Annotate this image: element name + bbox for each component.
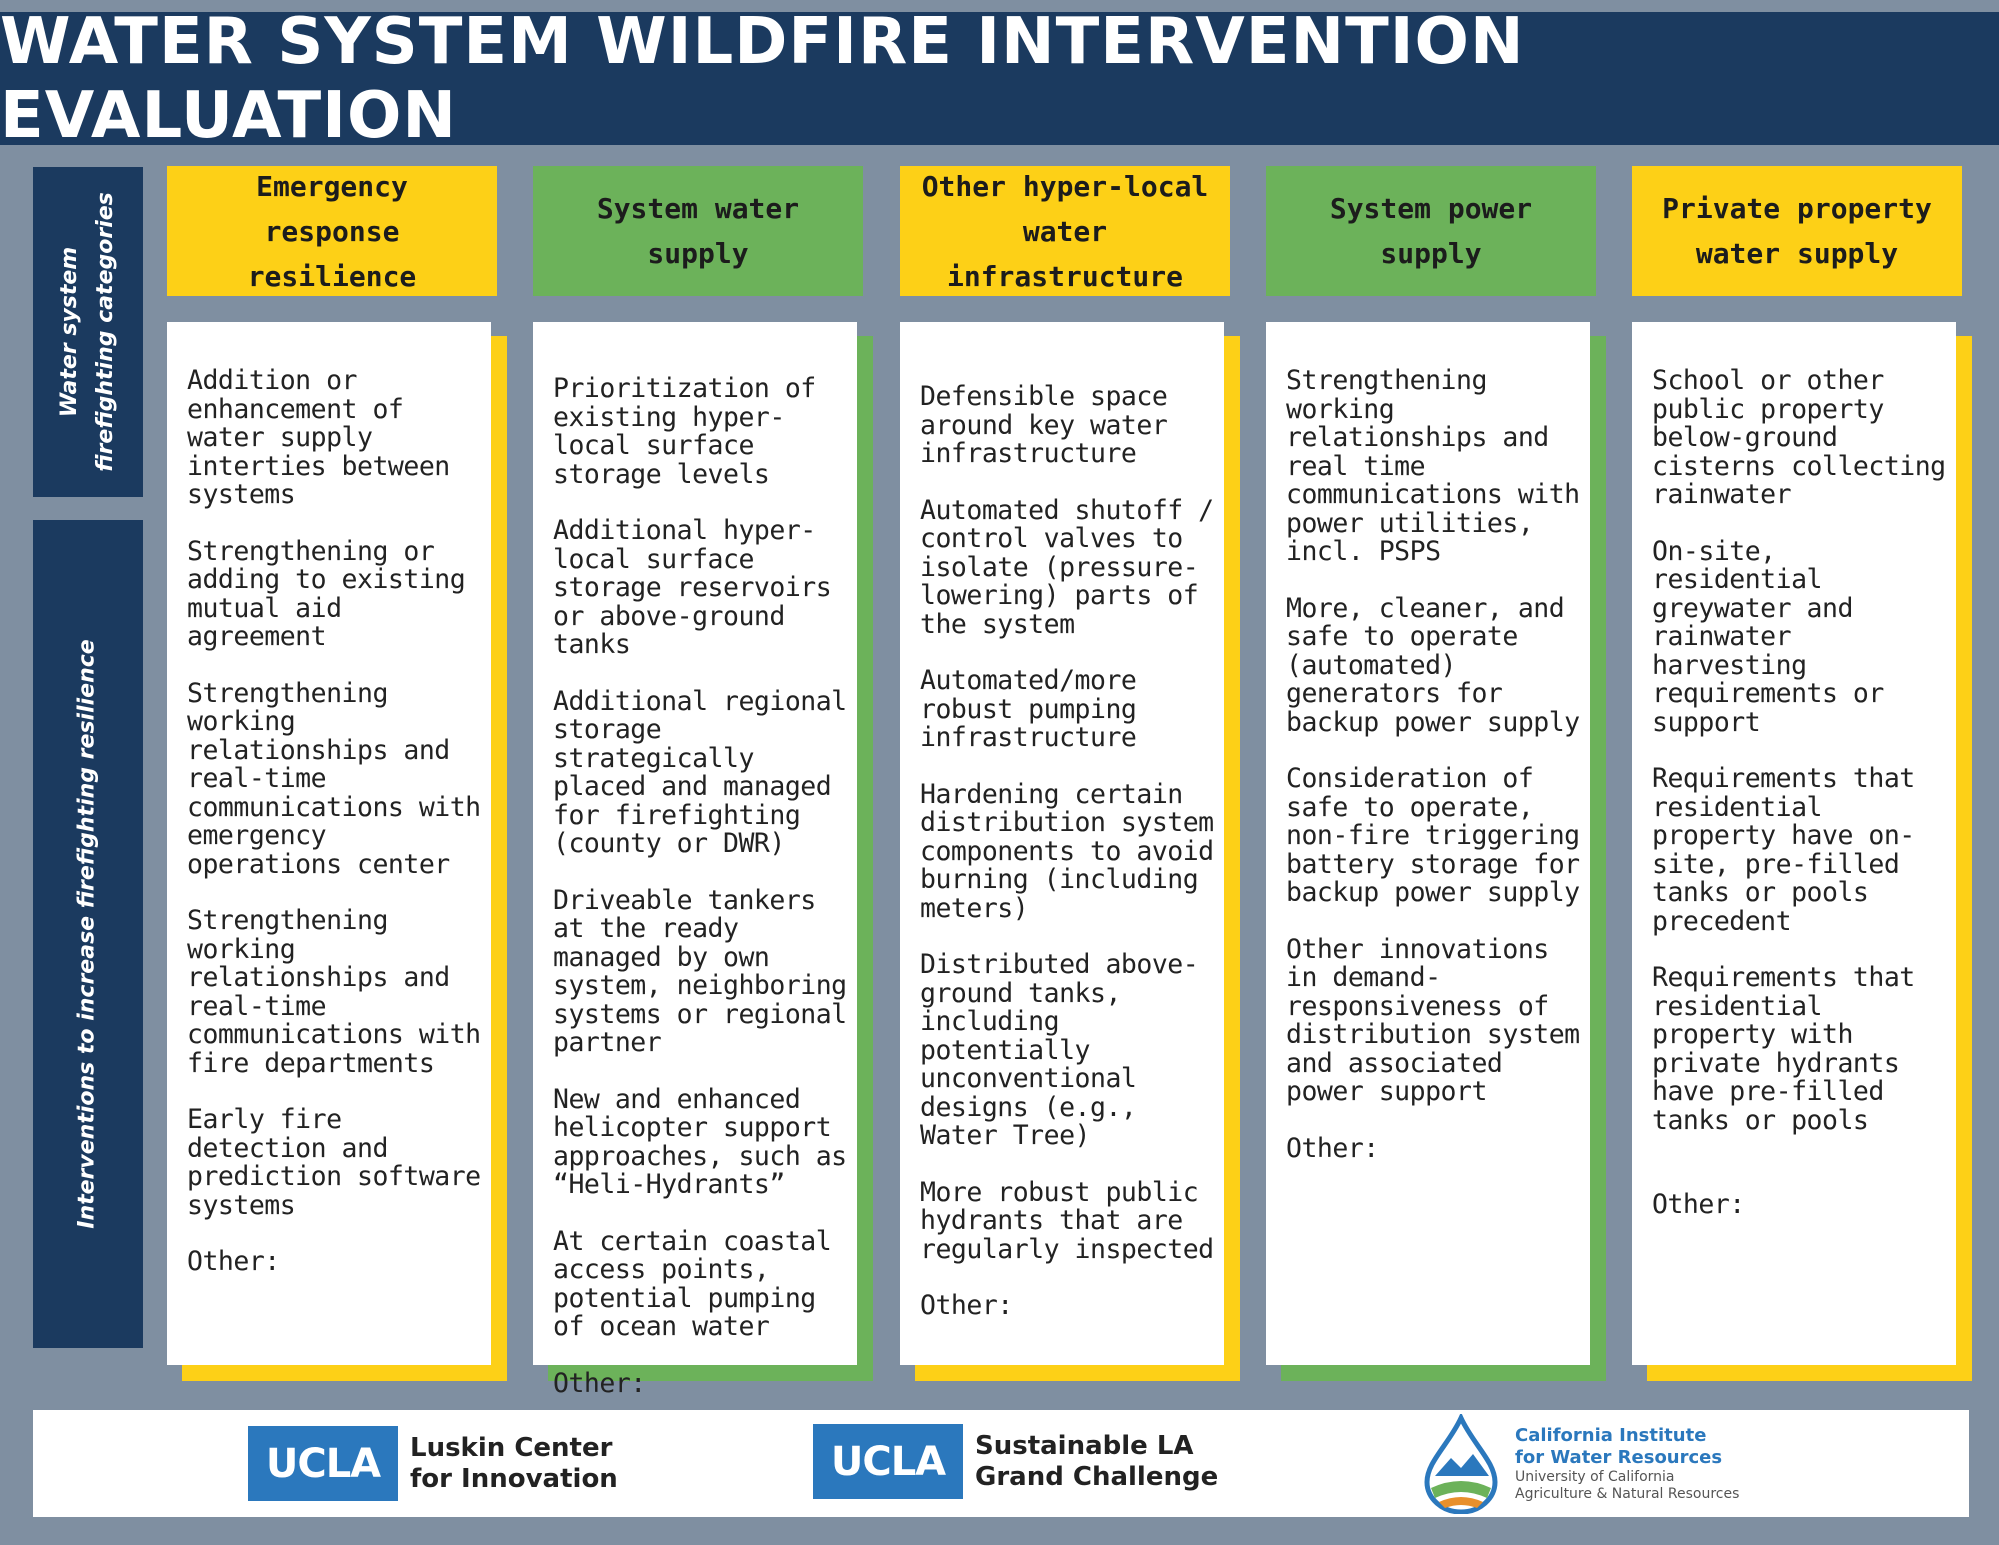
list-item: More robust public hydrants that are regularly inspected [920, 1176, 1214, 1265]
list-item: Prioritization of existing hyper-local surface storage levels [553, 373, 816, 490]
side-label-categories-line1: Water system [57, 246, 83, 418]
column-header-line2: water supply [1695, 237, 1899, 270]
column-header-line1: Other hyper-local [921, 169, 1209, 203]
ucla-luskin-logo [248, 1426, 618, 1501]
page-title: WATER SYSTEM WILDFIRE INTERVENTION EVALUATION [0, 4, 1525, 153]
ucla-box: UCLA [813, 1424, 963, 1499]
list-item: Requirements that residential property with private hydrants have pre-filled tanks or pools [1652, 962, 1915, 1136]
column-card [1632, 322, 1956, 1365]
logo-text-line2: Grand Challenge [975, 1461, 1219, 1492]
column-system-power-supply [1266, 166, 1596, 1381]
column-header-line1: System water [596, 192, 800, 225]
column-card [167, 322, 491, 1365]
list-item: Strengthening or adding to existing mutual aid agreement [187, 535, 466, 652]
column-header [900, 166, 1230, 296]
water-drop-icon [1421, 1414, 1501, 1514]
cwr-name-line2: for Water Resources [1515, 1447, 1723, 1468]
list-item: Automated shutoff / control valves to isolate (pressure-lowering) parts of the system [920, 494, 1214, 640]
column-header [1266, 166, 1596, 296]
side-label-categories [33, 167, 143, 497]
california-institute-water-resources-logo [1421, 1414, 1739, 1514]
column-header-line1: Emergency [256, 169, 408, 203]
column-card [900, 322, 1224, 1365]
list-item: Defensible space around key water infrastructure [920, 381, 1168, 469]
list-item: On-site, residential greywater and rainwater harvesting requirements or support [1652, 535, 1884, 738]
side-label-categories-line2: firefighting categories [93, 192, 119, 472]
list-item: Requirements that residential property have on-site, pre-filled tanks or pools precedent [1652, 763, 1915, 937]
logo-text-line2: for Innovation [410, 1463, 618, 1494]
column-header-line1: System power [1329, 192, 1533, 225]
column-header-line2: water infrastructure [946, 214, 1183, 293]
column-header [1632, 166, 1962, 296]
column-emergency-response [167, 166, 497, 1381]
list-item: Addition or enhancement of water supply interties between systems [187, 365, 450, 510]
column-card [533, 322, 857, 1399]
list-item: New and enhanced helicopter support approaches, such as “Heli-Hydrants” [553, 1083, 847, 1200]
list-item: Other: [920, 1290, 1013, 1321]
ucla-box: UCLA [248, 1426, 398, 1501]
column-card [1266, 322, 1590, 1365]
column-header-line1: Private property [1662, 192, 1932, 225]
column-hyper-local-infrastructure [900, 166, 1230, 1381]
column-system-water-supply [533, 166, 863, 1399]
list-item: Other innovations in demand-responsiveness of distribution system and associated power support [1286, 933, 1580, 1107]
column-header-line2: supply [1380, 237, 1482, 270]
list-item: Strengthening working relationships and real-time communications with fire departments [187, 905, 481, 1079]
list-item: At certain coastal access points, potential pumping of ocean water [553, 1225, 832, 1342]
logo-text-line1: Luskin Center [410, 1432, 613, 1463]
title-bar [0, 0, 1999, 153]
list-item: Driveable tankers at the ready managed by own system, neighboring systems or regional partner [553, 884, 847, 1058]
list-item: Additional hyper-local surface storage reservoirs or above-ground tanks [553, 515, 832, 660]
list-item: Hardening certain distribution system components to avoid burning (including meters) [920, 778, 1214, 924]
list-item: School or other public property below-ground cisterns collecting rainwater [1652, 365, 1946, 510]
cwr-name-line1: California Institute [1515, 1425, 1707, 1446]
list-item: More, cleaner, and safe to operate (automated) generators for backup power supply [1286, 592, 1580, 738]
ucla-sustainable-la-logo [813, 1424, 1218, 1499]
column-header [533, 166, 863, 296]
side-label-interventions [33, 520, 143, 1348]
column-header-line2: supply [647, 237, 749, 270]
list-item: Automated/more robust pumping infrastructure [920, 665, 1137, 753]
list-item: Early fire detection and prediction software systems [187, 1104, 481, 1221]
column-header-line2: response resilience [247, 214, 417, 293]
list-item: Distributed above-ground tanks, including potentially unconventional designs (e.g., Water Tree) [920, 949, 1199, 1151]
list-item: Other: [1652, 1189, 1745, 1220]
list-item: Other: [1286, 1132, 1379, 1164]
list-item: Consideration of safe to operate, non-fire triggering battery storage for backup power supply [1286, 763, 1580, 908]
list-item: Other: [187, 1246, 280, 1277]
cwr-sub-line2: Agriculture & Natural Resources [1515, 1486, 1740, 1502]
footer [33, 1410, 1969, 1517]
list-item: Other: [553, 1367, 646, 1399]
list-item: Strengthening working relationships and real time communications with power utilities, incl. PSPS [1286, 365, 1580, 567]
column-private-property-water [1632, 166, 1962, 1381]
column-header [167, 166, 497, 296]
list-item: Additional regional storage strategically placed and managed for firefighting (county or DWR) [553, 685, 847, 859]
logo-text-line1: Sustainable LA [975, 1430, 1194, 1461]
list-item: Strengthening working relationships and real-time communications with emergency operations center [187, 677, 481, 880]
cwr-sub-line1: University of California [1515, 1469, 1675, 1485]
side-label-interventions-text: Interventions to increase firefighting resilience [75, 639, 101, 1229]
